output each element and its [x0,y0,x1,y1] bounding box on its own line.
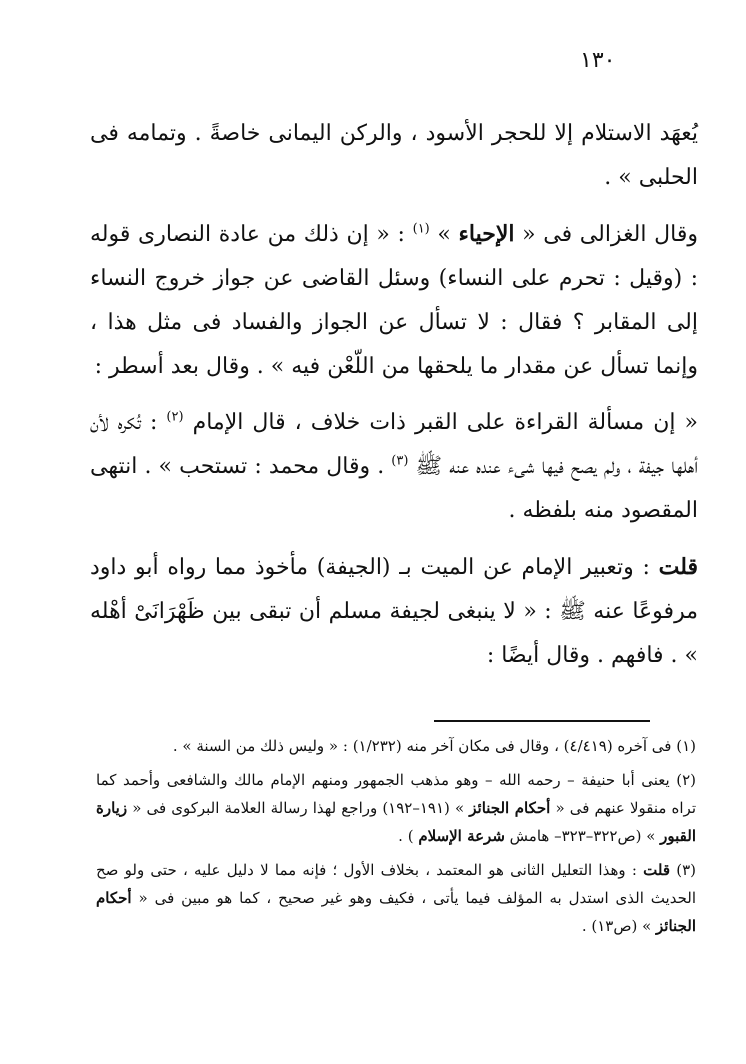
book-title-ziyara: زيارة القبور [96,799,696,845]
footnote-1: (١) فى آخره (٤/٤١٩) ، وقال فى مكان آخر منه (١/٢٣٢) : « وليس ذلك من السنة » . [172,737,696,755]
qultu-label: قلت [658,554,698,580]
book-title-shirea: شرعة الإسلام [418,827,505,845]
paragraph-4 [90,545,698,678]
footnote-2-text: ) . [398,827,419,845]
page-number: ١٣٠ [580,48,616,73]
book-title-ahkam: أحكام الجنائز [469,799,551,817]
paragraph-1: يُعهَد الاستلام إلا للحجر الأسود ، والركن اليمانى خاصةً . وتمامه فى الحلبى » . [90,121,698,190]
book-title-ihya: الإحياء [458,221,515,247]
paragraph-2-text: » [429,222,459,247]
paragraph-3 [90,401,698,533]
footnote-3-text: (٣) [670,861,696,879]
footnote-ref-3: (٣) [391,453,409,469]
footnote-2 [96,766,696,850]
footnote-ref-2: (٢) [166,409,184,425]
footnote-ref-1: (١) [412,221,430,237]
main-text [90,112,698,678]
paragraph-2-text: وقال الغزالى فى « [514,222,698,247]
paragraph-3-text: « إن مسألة القراءة على القبر ذات خلاف ، قال الإمام [183,410,698,435]
footnote-3 [96,856,696,940]
paragraph-3-text: : تُكره لأن أهلها جيفة ، ولم يصح فيها شىء عنده عنه ﷺ [90,410,698,479]
footnote-2-text: » (ص٣٢٢–٣٢٣– هامش [504,827,661,845]
footnote-3-text: » (ص١٣) . [581,917,657,935]
footnote-3-text: : وهذا التعليل الثانى هو المعتمد ، بخلاف الأول ؛ فإنه مما لا دليل عليه ، حتى ولو صح الحديث الذى استدل به المؤلف فيما يأتى ، فكيف وهو غير صحيح ، كما هو مبين فى « [96,861,696,907]
footnotes [96,732,696,940]
paragraph-4-text: : وتعبير الإمام عن الميت بـ (الجيفة) مأخوذ مما رواه أبو داود مرفوعًا عنه ﷺ : « لا ينبغى لجيفة مسلم أن تبقى بين ظَهْرَانَىْ أهْله » . فافهم . وقال أيضًا : [90,555,698,668]
paragraph-2 [90,212,698,389]
footnote-2-text: » (١٩١–١٩٢) وراجع لهذا رسالة العلامة البركوى فى « [127,799,470,817]
footnote-2-text: (٢) يعنى أبا حنيفة – رحمه الله – وهو مذهب الجمهور ومنهم الإمام مالك والشافعى وأحمد كما تراه منقولا عنهم فى « [96,771,696,817]
paragraph-3-text: . وقال محمد : تستحب » . انتهى المقصود منه بلفظه . [90,454,698,523]
qultu-label: قلت [643,861,670,879]
footnote-separator [434,720,650,722]
book-title-ahkam: أحكام الجنائز [96,889,696,935]
paragraph-2-text: : « إن ذلك من عادة النصارى قوله : (وقيل : تحرم على النساء) وسئل القاضى عن جواز خروج النساء إلى المقابر ؟ فقال : لا تسأل عن الجواز والفساد فى مثل هذا ، وإنما تسأل عن مقدار ما يلحقها من اللّعْن فيه » . وقال بعد أسطر : [90,222,698,379]
